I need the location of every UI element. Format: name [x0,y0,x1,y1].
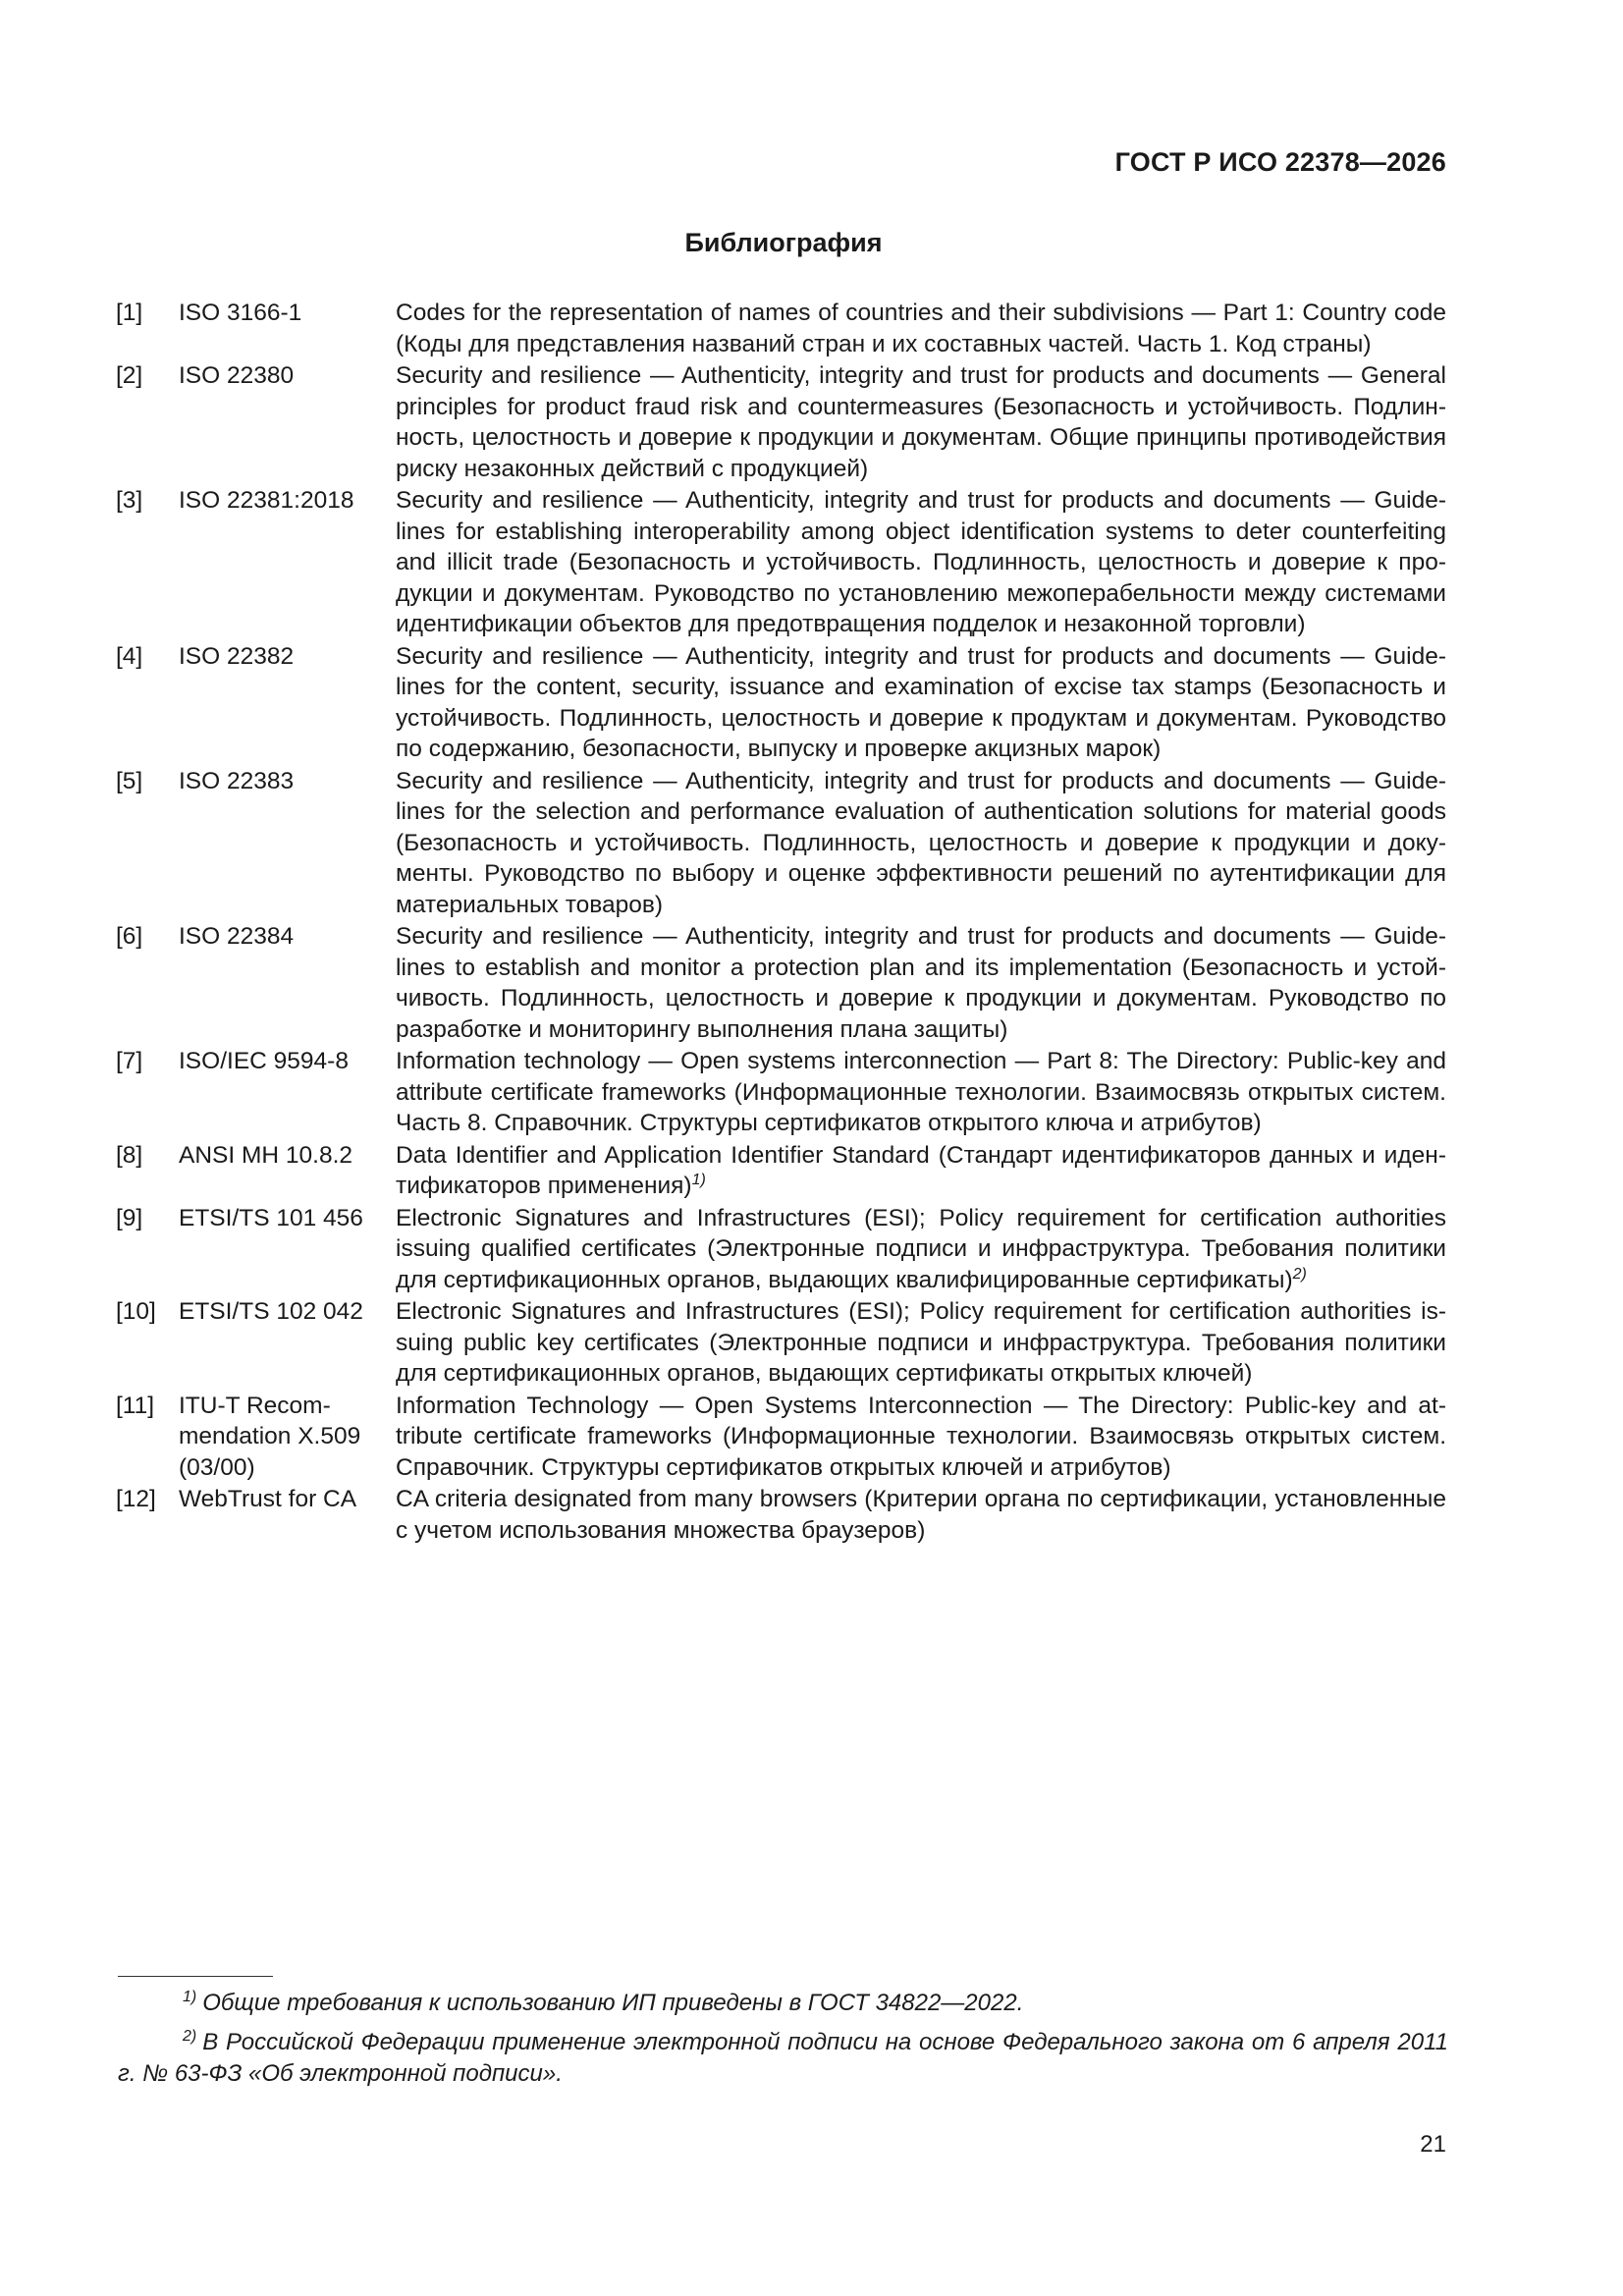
bibliography-entry [116,360,1446,484]
footnote-mark: 2) [183,2028,197,2045]
bibliography-entry [116,485,1446,640]
footnotes [118,1988,1448,2098]
bibliography-entry [116,1046,1446,1139]
entry-number: [8] [116,1141,143,1169]
entry-description [396,1046,1446,1139]
entry-text: Electronic Signatures and Infrastructures (ESI); Policy requirement for certification authorities issuing public key certificates (Электронные подписи и инфраструктура. Требования политики для сертификационных органов, выдающих сертификаты открытых ключей) [396,1298,1446,1387]
footnote-mark: 1) [183,1989,197,2005]
entry-description [396,298,1446,359]
bibliography-entry [116,1296,1446,1390]
entry-description [396,485,1446,640]
entry-description [396,1484,1446,1546]
footnote-ref: 2) [1292,1265,1307,1283]
bibliography-entry [116,1203,1446,1296]
entry-text: CA criteria designated from many browsers (Критерии органа по сертификации, установленные с учетом использования множества браузеров) [396,1486,1446,1544]
entry-text: Security and resilience — Authenticity, integrity and trust for products and documents — Guidelines to establish and monitor a protection plan and its implementation (Безопасность и устойчивость. Подлинность, целостность и доверие к продукции и документам. Руководство по разработке и мониторингу выполнения плана защиты) [396,923,1446,1043]
entry-description [396,766,1446,921]
footnote [118,1988,1448,2019]
footnote-ref: 1) [691,1171,706,1188]
entry-text: Codes for the representation of names of countries and their subdivisions — Part 1: Country code (Коды для представления названий стран и их составных частей. Часть 1. Код страны) [396,300,1446,357]
bibliography-entry [116,298,1446,359]
entry-number: [12] [116,1486,156,1512]
entry-code: ISO 22381:2018 [179,487,354,514]
entry-code: ETSI/TS 101 456 [179,1204,363,1231]
entry-text: Data Identifier and Application Identifier Standard (Стандарт идентификаторов данных и идентификаторов применения) [396,1141,1446,1199]
entry-number: [10] [116,1298,156,1325]
entry-code: ISO 22380 [179,362,295,389]
entry-text: Electronic Signatures and Infrastructures (ESI); Policy requirement for certification authorities issuing qualified certificates (Электронные подписи и инфраструктура. Требования политики для сертификационных органов, выдающих квалифицированные сертификаты) [396,1204,1446,1293]
entry-number: [9] [116,1204,143,1231]
entry-description [396,1203,1446,1296]
entry-number: [11] [116,1392,155,1419]
entry-description [396,1296,1446,1390]
entry-text: Security and resilience — Authenticity, integrity and trust for products and documents — General principles for product fraud risk and countermeasures (Безопасность и устойчивость. Подлинность, целостность и доверие к продукции и документам. Общие принципы противодействия риску незаконных действий с продукцией) [396,362,1446,482]
entry-number: [5] [116,767,143,794]
footnote-text: Общие требования к использованию ИП приведены в ГОСТ 34822—2022. [202,1990,1024,2016]
entry-code: ANSI MH 10.8.2 [179,1141,353,1169]
entry-text: Information technology — Open systems interconnection — Part 8: The Directory: Public-key and attribute certificate frameworks (Информационные технологии. Взаимосвязь открытых систем. Часть 8. Справочник. Структуры сертификатов открытого ключа и атрибутов) [396,1048,1446,1136]
footnote-text: В Российской Федерации применение электронной подписи на основе Федерального закона от 6 апреля 2011 г. № 63-ФЗ «Об электронной подписи». [118,2029,1448,2087]
entry-number: [6] [116,923,143,950]
entry-text: Security and resilience — Authenticity, integrity and trust for products and documents — Guidelines for the content, security, issuance and examination of excise tax stamps (Безопасность и устойчивость. Подлинность, целостность и доверие к продуктам и документам. Руководство по содержанию, безопасности, выпуску и проверке акцизных марок) [396,642,1446,762]
entry-code: ISO/IEC 9594-8 [179,1048,349,1074]
entry-code: ETSI/TS 102 042 [179,1298,363,1325]
entry-description [396,1140,1446,1202]
page-number: 21 [1420,2131,1446,2158]
entry-text: Security and resilience — Authenticity, integrity and trust for products and documents — Guidelines for establishing interoperability among object identification systems to deter counterfeiting and illicit trade (Безопасность и устойчивость. Подлинность, целостность и доверие к продукции и документам. Руководство по установлению межоперабельности между системами идентификации объектов для предотвращения подделок и незаконной торговли) [396,487,1446,637]
entry-text: Information Technology — Open Systems Interconnection — The Directory: Public-key and attribute certificate frameworks (Информационные технологии. Взаимосвязь открытых систем. Справочник. Структуры сертификатов открытых ключей и атрибутов) [396,1392,1446,1481]
footnote [118,2027,1448,2090]
entry-code: ITU-T Recommendation X.509 (03/00) [179,1392,361,1481]
entry-number: [2] [116,362,143,389]
entry-code: ISO 22384 [179,923,295,950]
bibliography-entry [116,641,1446,765]
entry-code: ISO 22383 [179,767,295,794]
bibliography-entry [116,1391,1446,1484]
entry-number: [7] [116,1048,143,1074]
bibliography-entry [116,766,1446,921]
bibliography-entry [116,1140,1446,1202]
entry-description [396,1391,1446,1484]
bibliography-entry [116,1484,1446,1546]
footnote-separator [118,1976,273,1977]
entry-code: WebTrust for CA [179,1486,357,1512]
entry-number: [1] [116,300,143,326]
entry-description [396,641,1446,765]
entry-text: Security and resilience — Authenticity, integrity and trust for products and documents — Guidelines for the selection and performance evaluation of authentication solutions for material goods (Безопасность и устойчивость. Подлинность, целостность и доверие к продукции и документы. Руководство по выбору и оценке эффективности решений по аутентификации для материальных товаров) [396,767,1446,918]
entry-number: [4] [116,642,143,670]
entry-number: [3] [116,487,143,514]
bibliography-entry [116,921,1446,1045]
entry-description [396,921,1446,1045]
bibliography-list [116,298,1446,1547]
entry-description [396,360,1446,484]
entry-code: ISO 22382 [179,642,295,670]
bibliography-title: Библиография [684,228,883,257]
entry-code: ISO 3166-1 [179,300,302,326]
standard-code-header: ГОСТ Р ИСО 22378—2026 [1114,147,1446,177]
